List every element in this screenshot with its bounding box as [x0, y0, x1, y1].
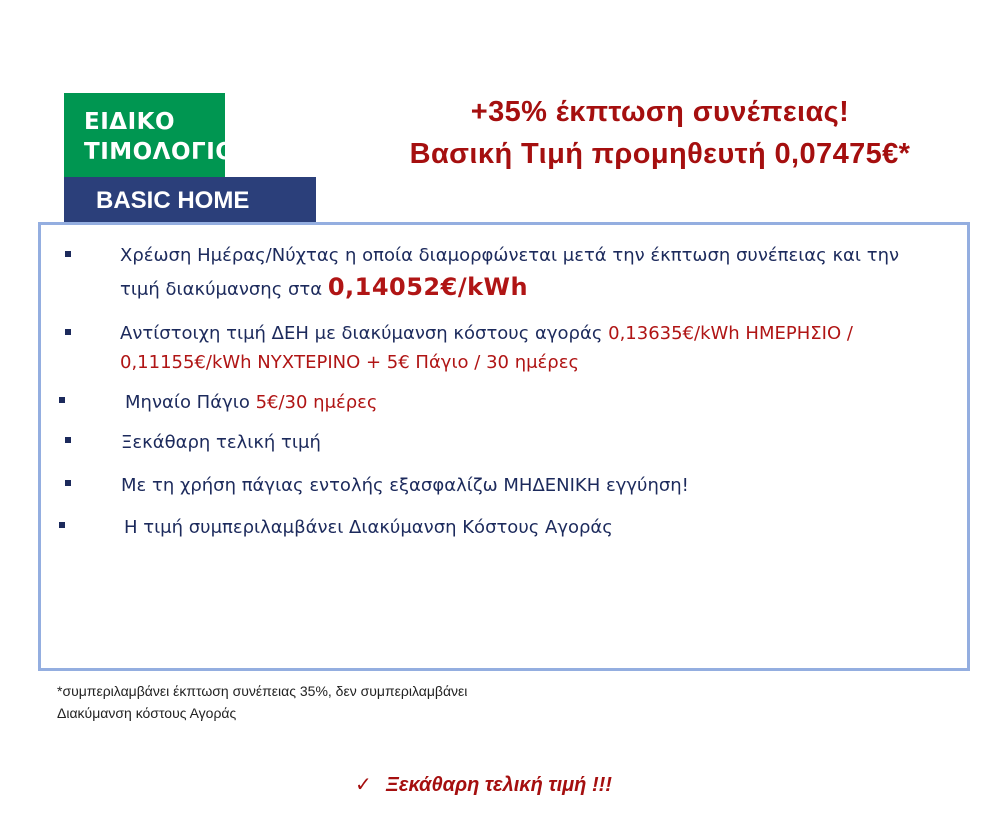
- item-line: Χρέωση Ημέρας/Νύχτας η οποία διαμορφώνεται μετά την έκπτωση συνέπειας και την: [120, 245, 900, 266]
- bullet-icon: [65, 251, 71, 257]
- check-icon: ✓: [355, 772, 372, 796]
- item-text: Με τη χρήση πάγιας εντολής εξασφαλίζω ΜΗΔΕΝΙΚΗ εγγύηση!: [121, 475, 689, 496]
- discount-headline: +35% έκπτωση συνέπειας!: [470, 96, 850, 128]
- item-text: τιμή διακύμανσης στα: [120, 279, 328, 300]
- footnote: [57, 680, 467, 724]
- base-price-headline: Βασική Τιμή προμηθευτή 0,07475€*: [409, 138, 911, 170]
- footnote-line: *συμπεριλαμβάνει έκπτωση συνέπειας 35%, δεν συμπεριλαμβάνει: [57, 683, 468, 699]
- bullet-icon: [59, 522, 65, 528]
- price-highlight: 0,11155€/kWh ΝΥΧΤΕΡΙΝΟ + 5€ Πάγιο / 30 ημέρες: [120, 352, 580, 373]
- closing-text: Ξεκάθαρη τελική τιμή !!!: [385, 774, 612, 796]
- closing-statement: [355, 772, 612, 797]
- item-line: [120, 273, 528, 304]
- item-text: Η τιμή συμπεριλαμβάνει Διακύμανση Κόστους Αγοράς: [124, 517, 613, 538]
- item-line: [120, 319, 853, 348]
- bullet-icon: [65, 480, 71, 486]
- price-highlight: 0,13635€/kWh ΗΜΕΡΗΣΙΟ /: [608, 323, 853, 344]
- price-highlight: 5€/30 ημέρες: [255, 392, 378, 413]
- item-line: [125, 388, 377, 417]
- bullet-icon: [65, 329, 71, 335]
- item-text: Ξεκάθαρη τελική τιμή: [121, 432, 321, 453]
- footnote-line: Διακύμανση κόστους Αγοράς: [57, 705, 237, 721]
- tariff-badge-line1: ΕΙΔΙΚΟ: [84, 109, 176, 135]
- tariff-badge: [64, 93, 236, 177]
- item-text: Μηναίο Πάγιο: [125, 392, 256, 413]
- price-highlight: 0,14052€/kWh: [327, 273, 529, 301]
- tariff-badge-line2: ΤΙΜΟΛΟΓΙΟ: [84, 139, 236, 165]
- bullet-icon: [65, 437, 71, 443]
- item-text: Αντίστοιχη τιμή ΔΕΗ με διακύμανση κόστους αγοράς: [120, 323, 609, 344]
- features-panel: [38, 222, 970, 671]
- plan-name: BASIC HOME: [96, 187, 250, 214]
- plan-badge: [64, 177, 316, 224]
- bullet-icon: [59, 397, 65, 403]
